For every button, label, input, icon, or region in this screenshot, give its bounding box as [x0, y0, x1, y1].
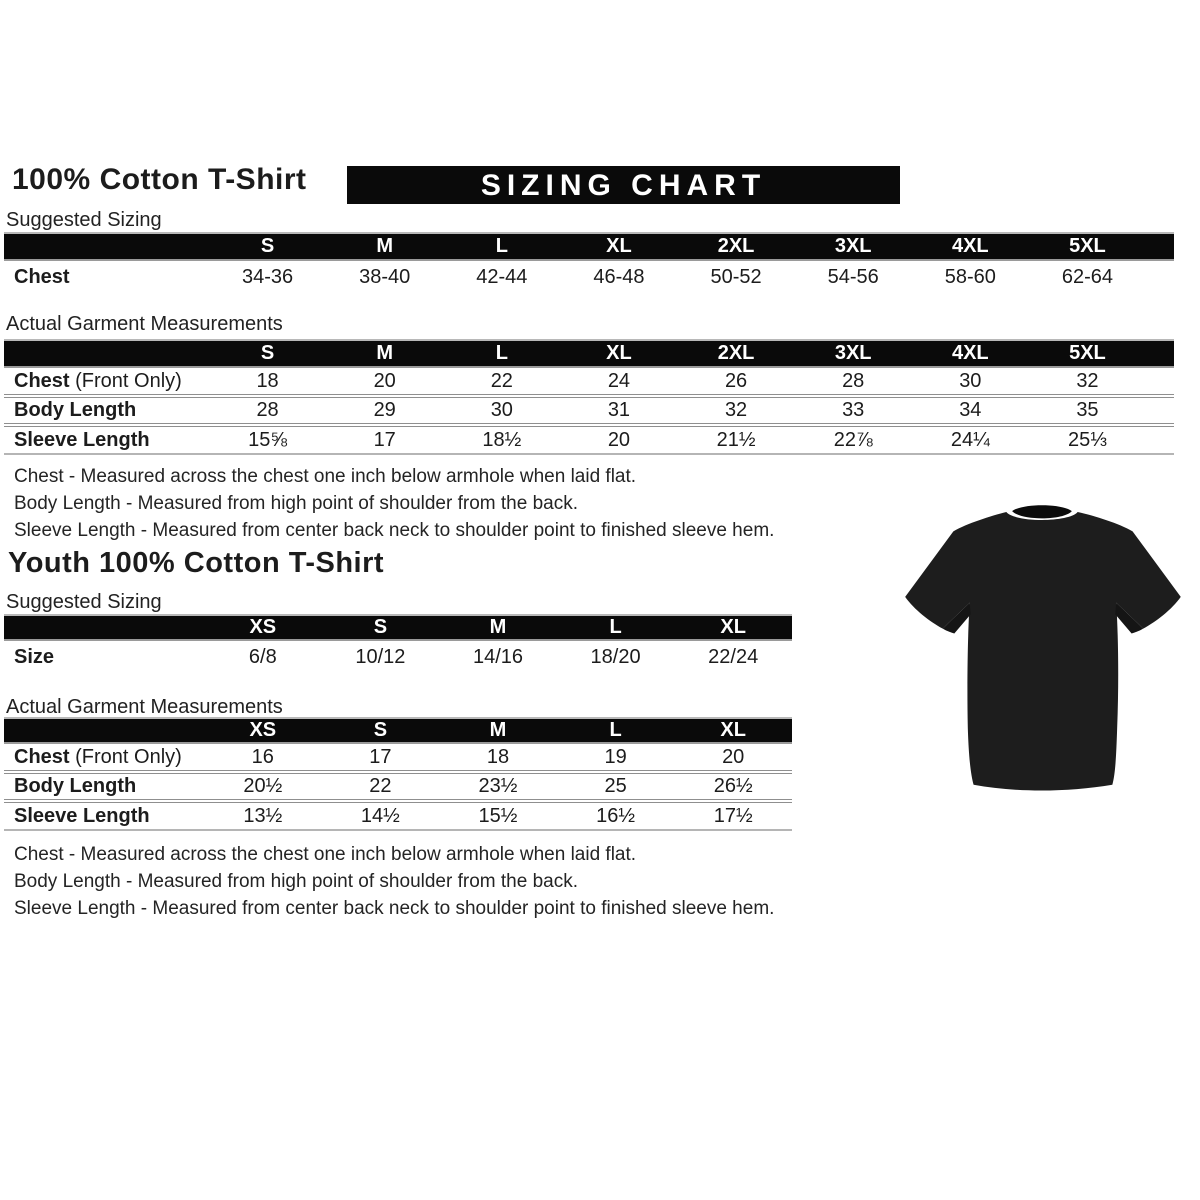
measurement-value: 19: [604, 745, 627, 768]
youth-garment-measurements-table: [4, 717, 792, 831]
measurement-value: 28: [256, 399, 279, 421]
adult-suggested-sizing-label: Suggested Sizing: [6, 209, 162, 231]
table-row: [4, 260, 1174, 293]
youth-measurement-notes: [14, 841, 774, 922]
measurement-value: 17½: [713, 804, 753, 827]
row-label-column-header: [4, 718, 204, 743]
measurement-note: Body Length - Measured from high point of shoulder from the back.: [14, 493, 578, 514]
row-spacer: [1146, 425, 1174, 454]
measurement-value: 24¼: [950, 428, 990, 451]
header-spacer: [1146, 233, 1174, 260]
measurement-value: 30: [959, 369, 982, 392]
row-label: Sleeve Length: [14, 428, 150, 451]
size-column-header: M: [326, 233, 443, 260]
row-label: Chest (Front Only): [14, 369, 182, 392]
size-column-header: 2XL: [678, 233, 795, 260]
sizing-chart-banner: SIZING CHART: [347, 166, 900, 204]
size-column-header: M: [326, 340, 443, 367]
youth-suggested-sizing-table: [4, 614, 792, 673]
size-column-header: 3XL: [795, 233, 912, 260]
measurement-value: 20½: [243, 775, 283, 797]
measurement-value: 23½: [478, 775, 518, 797]
size-column-header: S: [322, 718, 440, 743]
row-label-column-header: [4, 340, 209, 367]
table-row: [4, 743, 792, 772]
measurement-note: Chest - Measured across the chest one inch below armhole when laid flat.: [14, 466, 637, 487]
measurement-value: 35: [1076, 399, 1099, 421]
measurement-value: 42-44: [476, 265, 528, 288]
size-column-header: 4XL: [912, 233, 1029, 260]
size-column-header: 4XL: [912, 340, 1029, 367]
measurement-value: 14½: [360, 804, 400, 827]
measurement-value: 21½: [716, 428, 756, 451]
measurement-value: 17: [369, 745, 392, 768]
measurement-value: 33: [842, 399, 865, 421]
measurement-value: 32: [1076, 369, 1099, 392]
measurement-value: 26½: [713, 775, 753, 797]
adult-garment-measurements-label: Actual Garment Measurements: [6, 313, 283, 335]
measurement-value: 22/24: [708, 645, 759, 668]
measurement-value: 15½: [478, 804, 518, 827]
measurement-value: 18/20: [590, 645, 641, 668]
measurement-value: 20: [607, 428, 631, 451]
measurement-value: 34: [959, 399, 982, 421]
measurement-value: 58-60: [944, 265, 996, 288]
size-column-header: L: [557, 718, 675, 743]
measurement-value: 32: [724, 399, 748, 421]
size-column-header: L: [443, 340, 560, 367]
row-label: Body Length: [14, 399, 137, 421]
row-label: Body Length: [14, 775, 137, 797]
measurement-value: 28: [842, 369, 865, 392]
size-column-header: M: [439, 718, 557, 743]
measurement-value: 6/8: [248, 645, 277, 668]
measurement-value: 20: [722, 745, 745, 768]
measurement-value: 50-52: [710, 265, 762, 288]
measurement-value: 29: [373, 399, 396, 421]
size-column-header: XL: [674, 718, 792, 743]
measurement-value: 31: [607, 399, 631, 421]
black-tshirt-photo: [893, 487, 1191, 805]
measurement-value: 22: [369, 775, 392, 797]
tshirt-illustration: [893, 487, 1191, 805]
row-spacer: [1146, 260, 1174, 293]
adult-measurement-notes: [14, 463, 774, 544]
table-row: [4, 772, 792, 801]
size-column-header: XS: [204, 718, 322, 743]
measurement-value: 15⅝: [248, 428, 288, 451]
page-title: 100% Cotton T-Shirt: [12, 163, 307, 196]
measurement-value: 18: [256, 369, 279, 392]
size-column-header: 5XL: [1029, 340, 1146, 367]
measurement-value: 13½: [243, 804, 283, 827]
youth-section-title: Youth 100% Cotton T-Shirt: [8, 547, 385, 579]
size-column-header: S: [209, 340, 326, 367]
table-row: [4, 425, 1174, 454]
table-row: [4, 801, 792, 830]
row-label-column-header: [4, 233, 209, 260]
row-label: Sleeve Length: [14, 804, 150, 827]
measurement-value: 24: [607, 369, 631, 392]
size-column-header: 5XL: [1029, 233, 1146, 260]
size-column-header: XS: [204, 615, 322, 640]
measurement-note: Sleeve Length - Measured from center back neck to shoulder point to finished sleeve hem.: [14, 520, 775, 541]
table-row: [4, 640, 792, 673]
measurement-value: 16½: [596, 804, 636, 827]
measurement-value: 17: [373, 428, 396, 451]
measurement-value: 22: [490, 369, 513, 392]
measurement-value: 62-64: [1061, 265, 1114, 288]
measurement-value: 16: [251, 745, 274, 768]
measurement-value: 54-56: [827, 265, 879, 288]
size-column-header: XL: [560, 340, 677, 367]
measurement-note: Chest - Measured across the chest one inch below armhole when laid flat.: [14, 844, 637, 865]
row-label-column-header: [4, 615, 204, 640]
size-column-header: 2XL: [678, 340, 795, 367]
table-row: [4, 367, 1174, 396]
measurement-value: 18: [486, 745, 510, 768]
header-spacer: [1146, 340, 1174, 367]
size-column-header: S: [209, 233, 326, 260]
size-column-header: 3XL: [795, 340, 912, 367]
measurement-value: 46-48: [593, 265, 645, 288]
table-row: [4, 396, 1174, 425]
measurement-note: Body Length - Measured from high point of shoulder from the back.: [14, 871, 578, 892]
measurement-value: 20: [373, 369, 396, 392]
measurement-value: 18½: [482, 428, 522, 451]
measurement-value: 25⅓: [1067, 428, 1107, 451]
row-spacer: [1146, 396, 1174, 425]
adult-garment-measurements-table: [4, 339, 1174, 455]
row-spacer: [1146, 367, 1174, 396]
adult-suggested-sizing-table: [4, 232, 1174, 293]
size-column-header: M: [439, 615, 557, 640]
measurement-value: 22⅞: [833, 428, 873, 451]
size-column-header: L: [557, 615, 675, 640]
measurement-value: 14/16: [472, 645, 524, 668]
row-label: Chest (Front Only): [14, 745, 182, 768]
size-column-header: L: [443, 233, 560, 260]
youth-garment-measurements-label: Actual Garment Measurements: [6, 696, 283, 718]
size-column-header: S: [322, 615, 440, 640]
measurement-value: 25: [604, 775, 627, 797]
measurement-value: 38-40: [359, 265, 411, 288]
measurement-value: 10/12: [355, 645, 406, 668]
measurement-value: 30: [490, 399, 513, 421]
youth-suggested-sizing-label: Suggested Sizing: [6, 591, 162, 613]
size-column-header: XL: [560, 233, 677, 260]
measurement-value: 26: [724, 369, 748, 392]
row-label: Size: [14, 645, 55, 668]
size-column-header: XL: [674, 615, 792, 640]
measurement-value: 34-36: [241, 265, 294, 288]
row-label: Chest: [14, 265, 70, 288]
measurement-note: Sleeve Length - Measured from center back neck to shoulder point to finished sleeve hem.: [14, 898, 775, 919]
